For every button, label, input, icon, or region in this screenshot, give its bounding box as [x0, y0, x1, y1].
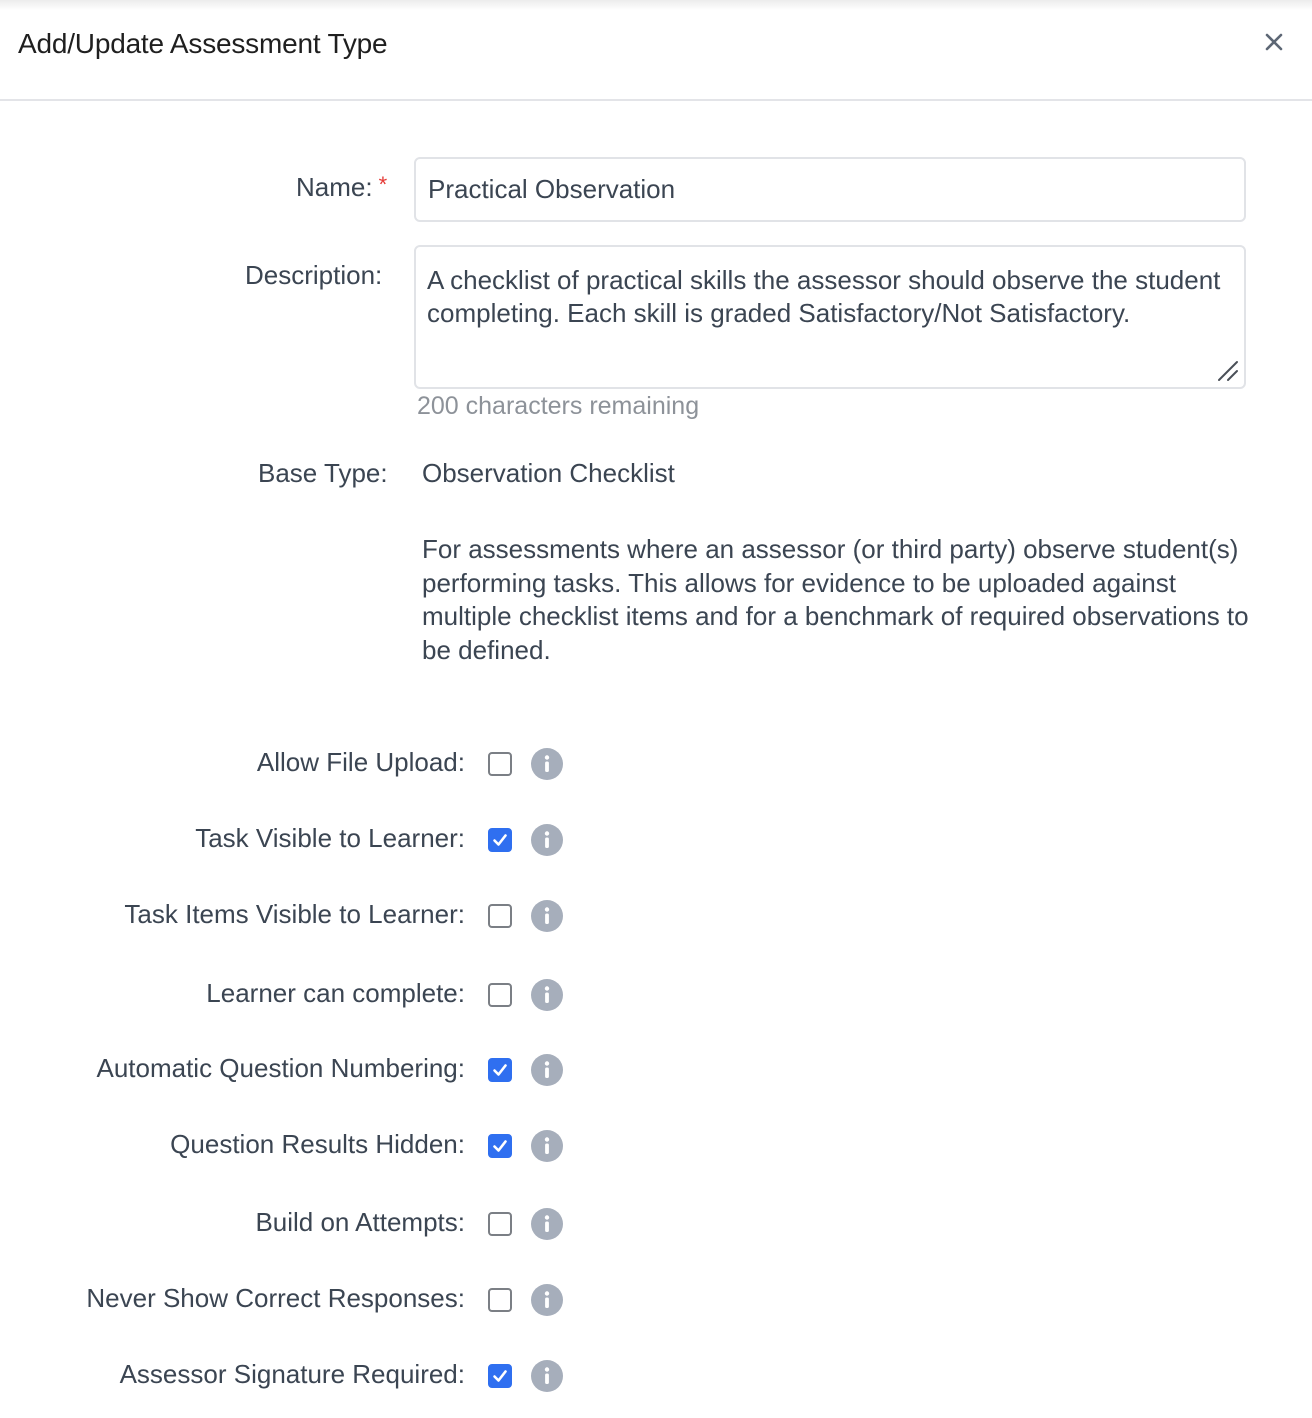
close-button[interactable] — [1258, 26, 1290, 58]
option-label: Task Items Visible to Learner: — [124, 899, 465, 929]
characters-remaining: 200 characters remaining — [417, 392, 700, 420]
resize-handle-icon[interactable] — [1215, 358, 1241, 384]
option-checkbox[interactable] — [488, 1134, 512, 1158]
description-text[interactable]: A checklist of practical skills the assessor should observe the student completing. Each skill is graded Satisfactory/Not Satisfactory. — [427, 265, 1221, 328]
description-textarea[interactable] — [414, 245, 1246, 389]
option-label: Build on Attempts: — [255, 1207, 465, 1237]
info-icon[interactable] — [531, 1208, 563, 1240]
option-label: Assessor Signature Required: — [119, 1359, 465, 1389]
option-row — [0, 1203, 600, 1243]
option-row — [0, 974, 600, 1014]
modal-title: Add/Update Assessment Type — [18, 28, 388, 59]
option-row — [0, 1049, 600, 1089]
close-icon — [1258, 26, 1290, 58]
option-row — [0, 743, 600, 783]
base-type-label: Base Type: — [258, 458, 388, 488]
info-icon[interactable] — [531, 1054, 563, 1086]
info-icon[interactable] — [531, 1360, 563, 1392]
info-icon[interactable] — [531, 900, 563, 932]
option-checkbox[interactable] — [488, 983, 512, 1007]
base-type-description: For assessments where an assessor (or third party) observe student(s) performing tasks. This allows for evidence to be uploaded against multiple checklist items and for a benchmark of required observations to be defined. — [422, 534, 1249, 665]
base-type-value: Observation Checklist — [422, 458, 675, 488]
name-label-text: Name: — [296, 172, 373, 202]
checkmark-icon — [491, 1137, 509, 1155]
option-label: Question Results Hidden: — [170, 1129, 465, 1159]
info-icon[interactable] — [531, 824, 563, 856]
option-checkbox[interactable] — [488, 1364, 512, 1388]
option-row — [0, 895, 600, 935]
option-row — [0, 1355, 600, 1395]
required-marker: * — [378, 172, 388, 197]
checkmark-icon — [491, 1061, 509, 1079]
option-checkbox[interactable] — [488, 752, 512, 776]
info-icon[interactable] — [531, 1130, 563, 1162]
option-checkbox[interactable] — [488, 828, 512, 852]
name-input[interactable] — [414, 157, 1246, 222]
option-row — [0, 819, 600, 859]
option-label: Learner can complete: — [206, 978, 465, 1008]
modal-header — [0, 0, 1312, 101]
checkmark-icon — [491, 1367, 509, 1385]
info-icon[interactable] — [531, 748, 563, 780]
name-label — [296, 172, 387, 203]
option-row — [0, 1279, 600, 1319]
option-label: Task Visible to Learner: — [195, 823, 465, 853]
option-checkbox[interactable] — [488, 1212, 512, 1236]
info-icon[interactable] — [531, 1284, 563, 1316]
option-checkbox[interactable] — [488, 1288, 512, 1312]
description-label: Description: — [245, 260, 383, 290]
option-label: Allow File Upload: — [256, 747, 465, 777]
option-checkbox[interactable] — [488, 1058, 512, 1082]
info-icon[interactable] — [531, 979, 563, 1011]
option-checkbox[interactable] — [488, 904, 512, 928]
option-label: Never Show Correct Responses: — [86, 1283, 465, 1313]
option-label: Automatic Question Numbering: — [96, 1053, 465, 1083]
option-row — [0, 1125, 600, 1165]
checkmark-icon — [491, 831, 509, 849]
